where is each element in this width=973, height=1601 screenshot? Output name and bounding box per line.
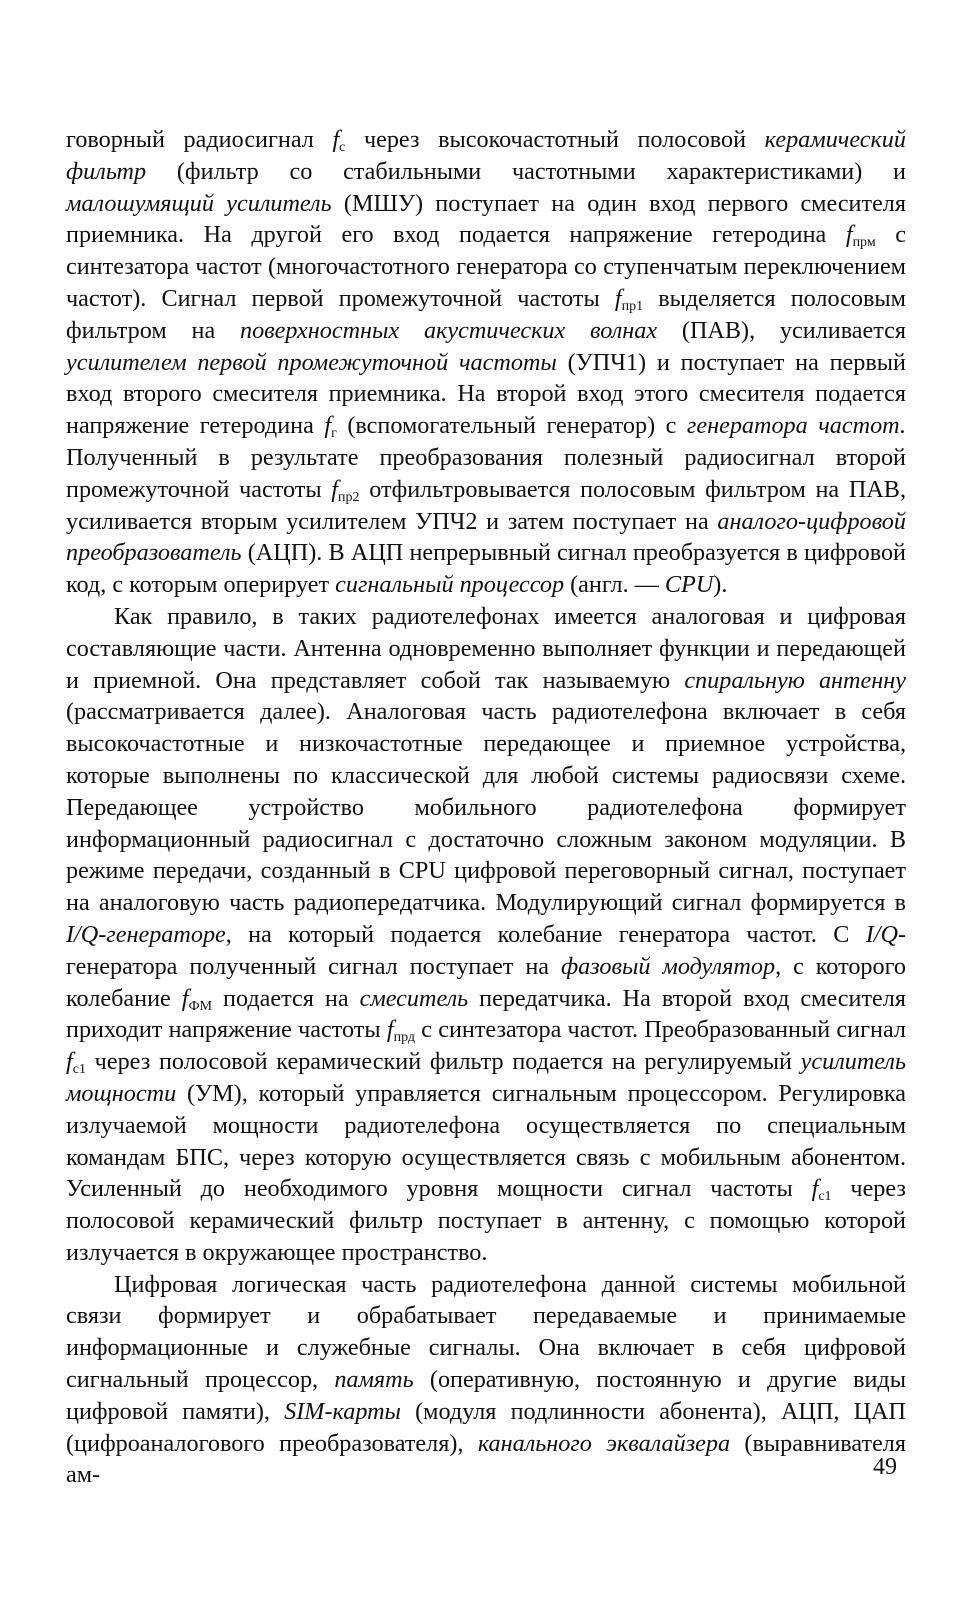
subscript-text: г: [331, 426, 337, 442]
subscript-text: прд: [393, 1030, 416, 1046]
text-run: выделяется полосовым фильтром на: [66, 284, 906, 344]
text-run: через высокочастотный полосовой: [345, 126, 765, 153]
text-run: отфильтровывается полосовым фильтром на ПАВ, усиливается вторым усилителем УПЧ2 и затем поступает на: [66, 475, 906, 535]
text-run: на который подается колебание генератора частот. С: [231, 920, 866, 948]
text-run: (выравнивателя ам-: [66, 1429, 907, 1489]
italic-text: фазовый модулятор,: [561, 952, 782, 980]
italic-text: аналого-цифровой преобразователь: [66, 507, 906, 567]
italic-text: спиральную антенну: [684, 666, 906, 694]
subscript-text: с1: [818, 1189, 832, 1205]
page-text-body: [66, 124, 906, 1491]
text-run: (оперативную, постоянную и другие виды цифровой памяти),: [66, 1366, 906, 1425]
italic-text: f: [181, 984, 189, 1012]
italic-text: I/Q: [865, 920, 898, 948]
subscript-text: пр2: [338, 489, 360, 505]
italic-text: канального эквалайзера: [477, 1429, 731, 1457]
text-run: через полосовой керамический фильтр поступает в антенну, с помощью которой излучается в окружающее пространство.: [66, 1175, 906, 1266]
italic-text: SIM-карты: [284, 1397, 401, 1425]
text-run: (англ. —: [564, 571, 665, 599]
text-run: (МШУ) поступает на один вход первого смесителя приемника. На другой его вход подается напряжение гетеродина: [66, 189, 907, 249]
text-run: (УМ), который управляется сигнальным процессором. Регулировка излучаемой мощности радиотелефона осуществляется по специальным командам БПС, через которую осуществляется связь с мобильным абонентом. Усиленный до необходимого уровня мощности сигнал частоты: [66, 1079, 906, 1203]
text-run: с синтезатора частот. Преобразованный сигнал: [415, 1016, 906, 1044]
subscript-text: с: [339, 140, 346, 156]
italic-text: поверхностных акустических волнах: [239, 316, 658, 344]
italic-text: малошумящий усилитель: [66, 189, 332, 217]
italic-text: I/Q-генераторе,: [66, 920, 232, 948]
italic-text: f: [386, 1016, 394, 1044]
text-run: (УПЧ1) и поступает на первый вход второго смесителя приемника. На второй вход этого смесителя подается напряжение гетеродина: [66, 348, 906, 440]
italic-text: усилителем первой промежуточной частоты: [66, 348, 557, 376]
text-run: ).: [713, 571, 728, 599]
text-run: Цифровая логическая часть радиотелефона данной системы мобильной связи формирует и обрабатывает передаваемые и принимаемые информационные и служебные сигналы. Она включает в себя цифровой сигнальный процессор,: [66, 1270, 906, 1394]
text-run: (модуля подлинности абонента), АЦП, ЦАП (цифроаналогового преобразователя),: [66, 1397, 906, 1457]
text-run: (ПАВ), усиливается: [657, 316, 907, 344]
text-run: подается на: [212, 984, 360, 1012]
text-run: Как правило, в таких радиотелефонах имеется аналоговая и цифровая составляющие части. Антенна одновременно выполняет функции и передающей и приемной. Она представляет собой так называемую: [66, 602, 906, 694]
text-run: (АЦП). В АЦП непрерывный сигнал преобразуется в цифровой код, с которым оперирует: [66, 539, 906, 599]
subscript-text: ФМ: [188, 998, 213, 1014]
text-run: (фильтр со стабильными частотными характеристиками) и: [146, 157, 906, 185]
subscript-text: с1: [72, 1062, 86, 1078]
page-number: 49: [873, 1454, 897, 1480]
italic-text: сигнальный процессор: [335, 571, 565, 599]
text-run: (рассматривается далее). Аналоговая часть радиотелефона включает в себя высокочастотные и низкочастотные передающее и приемное устройства, которые выполнены по классической для любой системы радиосвязи схеме. Передающее устройство мобильного радиотелефона формирует информационный радиосигнал с достаточно сложным законом модуляции. В режиме передачи, созданный в CPU цифровой переговорный сигнал, поступает на аналоговую часть радиопередатчика. Модулирующий сигнал формируется в: [66, 698, 906, 917]
subscript-text: прм: [852, 235, 876, 251]
text-run: Полученный в результате преобразования полезный радиосигнал второй промежуточной частоты: [66, 443, 906, 503]
italic-text: f: [66, 1048, 73, 1076]
italic-text: f: [614, 284, 622, 312]
italic-text: керамический фильтр: [66, 126, 906, 185]
text-run: с которого колебание: [66, 952, 907, 1012]
italic-text: усилитель мощности: [66, 1048, 906, 1107]
text-run: передатчика. На второй вход смесителя приходит напряжение частоты: [66, 984, 906, 1044]
text-run: с синтезатора частот (многочастотного генератора со ступенчатым переключением частот). Сигнал первой промежуточной частоты: [66, 221, 906, 312]
text-run: (вспомогательный генератор) с: [336, 412, 687, 440]
italic-text: f: [332, 126, 340, 153]
text-run: -генератора полученный сигнал поступает на: [66, 920, 906, 980]
italic-text: память: [334, 1366, 414, 1394]
italic-text: f: [331, 475, 339, 503]
italic-text: CPU: [664, 571, 714, 599]
italic-text: смеситель: [359, 984, 469, 1012]
italic-text: f: [845, 221, 853, 249]
text-run: говорный радиосигнал: [66, 126, 333, 153]
italic-text: f: [811, 1175, 819, 1203]
paragraph-analog-part: [66, 601, 906, 1269]
italic-text: f: [324, 412, 332, 440]
paragraph-receiver-path: [66, 124, 906, 601]
italic-text: генератора частот.: [686, 412, 906, 440]
text-run: через полосовой керамический фильтр подается на регулируемый: [85, 1048, 801, 1076]
paragraph-digital-part: [66, 1269, 906, 1492]
subscript-text: пр1: [621, 299, 644, 315]
